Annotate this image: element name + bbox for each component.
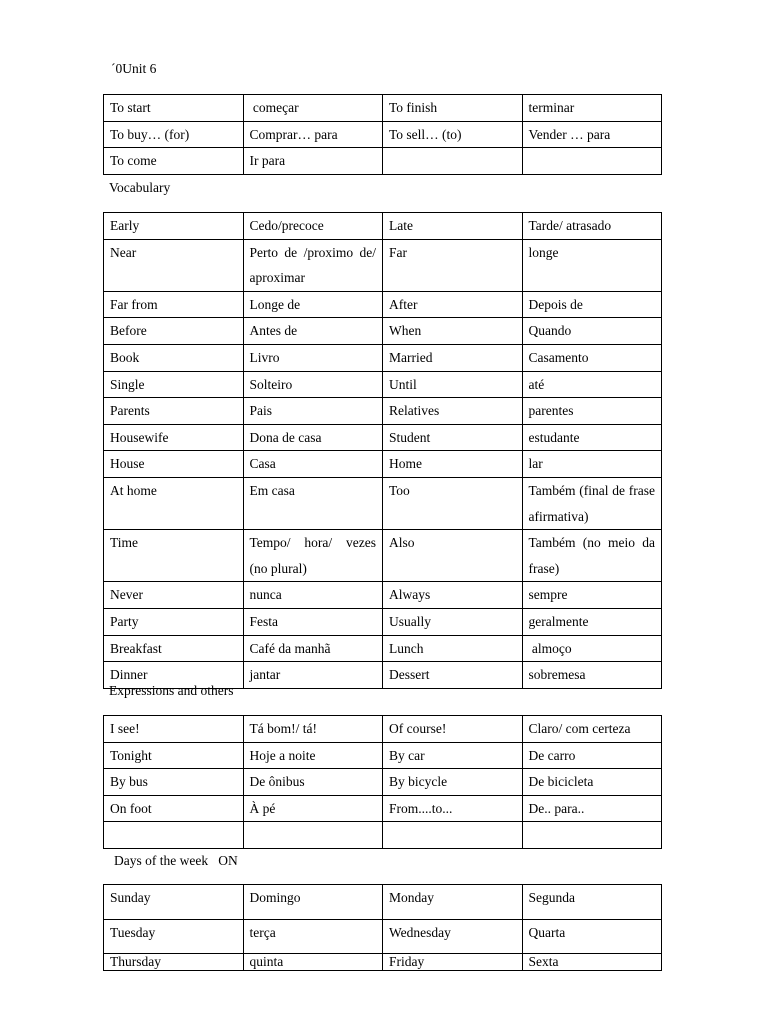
table-cell: To start (104, 95, 244, 122)
table-cell: começar (243, 95, 383, 122)
table-cell: Domingo (243, 885, 383, 920)
table-cell (522, 822, 662, 849)
table-cell: De bicicleta (522, 769, 662, 796)
table-row (104, 716, 662, 743)
table-cell: nunca (243, 582, 383, 609)
table-row (104, 477, 662, 529)
table-cell: Home (383, 451, 523, 478)
table-cell: Party (104, 608, 244, 635)
table-cell: Antes de (243, 318, 383, 345)
table-cell: Claro/ com certeza (522, 716, 662, 743)
table-cell: Café da manhã (243, 635, 383, 662)
table-row (104, 451, 662, 478)
table-cell: Quarta (522, 920, 662, 954)
table-cell: De carro (522, 742, 662, 769)
table-cell: Near (104, 239, 244, 291)
vocabulary-heading: Vocabulary (109, 180, 171, 195)
table-cell: geralmente (522, 608, 662, 635)
table-cell: Before (104, 318, 244, 345)
table-cell: Tonight (104, 742, 244, 769)
table-cell: De.. para.. (522, 795, 662, 822)
table-cell: Ir para (243, 148, 383, 175)
table-cell: From....to... (383, 795, 523, 822)
table-cell: sempre (522, 582, 662, 609)
table-row (104, 608, 662, 635)
table-row (104, 148, 662, 175)
table-row (104, 530, 662, 582)
table-row (104, 318, 662, 345)
table-cell: Também (no meio da frase) (522, 530, 662, 582)
table-cell: Tempo/ hora/ vezes (no plural) (243, 530, 383, 582)
table-row (104, 398, 662, 425)
table-cell: lar (522, 451, 662, 478)
table-cell: Festa (243, 608, 383, 635)
table-cell: Married (383, 344, 523, 371)
table-cell: Casamento (522, 344, 662, 371)
table-cell: Book (104, 344, 244, 371)
table-cell: By bicycle (383, 769, 523, 796)
table-cell: Friday (383, 954, 523, 971)
table-cell: almoço (522, 635, 662, 662)
table-cell: When (383, 318, 523, 345)
table-cell: Hoje a noite (243, 742, 383, 769)
table-cell: Single (104, 371, 244, 398)
table-cell: At home (104, 477, 244, 529)
table-cell: Early (104, 213, 244, 240)
table-cell: Thursday (104, 954, 244, 971)
table-cell (104, 822, 244, 849)
table-cell: Em casa (243, 477, 383, 529)
table-cell: To come (104, 148, 244, 175)
table-cell (383, 148, 523, 175)
table-cell: Tuesday (104, 920, 244, 954)
table-cell: Lunch (383, 635, 523, 662)
table-cell: Late (383, 213, 523, 240)
table-cell: Sunday (104, 885, 244, 920)
table-cell: Perto de /proximo de/ aproximar (243, 239, 383, 291)
table-cell: Comprar… para (243, 121, 383, 148)
table-row (104, 95, 662, 122)
table-cell: até (522, 371, 662, 398)
table-cell: Also (383, 530, 523, 582)
table-cell (522, 148, 662, 175)
table-cell: Until (383, 371, 523, 398)
table-row (104, 635, 662, 662)
table-row (104, 371, 662, 398)
table-cell: Dessert (383, 662, 523, 689)
table-cell: Housewife (104, 424, 244, 451)
days-heading: Days of the week ON (114, 853, 238, 868)
table-cell: Pais (243, 398, 383, 425)
table-cell: To sell… (to) (383, 121, 523, 148)
table-cell: Wednesday (383, 920, 523, 954)
table-cell: Relatives (383, 398, 523, 425)
table-row (104, 239, 662, 291)
table-cell: Far (383, 239, 523, 291)
table-cell: parentes (522, 398, 662, 425)
table-cell: House (104, 451, 244, 478)
table-cell: I see! (104, 716, 244, 743)
table-cell: Time (104, 530, 244, 582)
table-cell: Far from (104, 291, 244, 318)
table-cell: Too (383, 477, 523, 529)
table-cell: De ônibus (243, 769, 383, 796)
table-cell: Solteiro (243, 371, 383, 398)
table-row (104, 213, 662, 240)
table-row (104, 920, 662, 954)
table-row (104, 954, 662, 971)
table-row (104, 885, 662, 920)
table-cell: Depois de (522, 291, 662, 318)
table-row (104, 291, 662, 318)
table-row (104, 769, 662, 796)
table-cell: Livro (243, 344, 383, 371)
table-cell (383, 822, 523, 849)
table-cell: Tarde/ atrasado (522, 213, 662, 240)
table-cell: Monday (383, 885, 523, 920)
table-cell: By car (383, 742, 523, 769)
table-row (104, 822, 662, 849)
table-cell: longe (522, 239, 662, 291)
table-cell: terminar (522, 95, 662, 122)
table-row (104, 742, 662, 769)
table-cell: Sexta (522, 954, 662, 971)
days-table (103, 884, 662, 971)
table-cell: estudante (522, 424, 662, 451)
table-cell: To buy… (for) (104, 121, 244, 148)
table-cell: Longe de (243, 291, 383, 318)
table-cell: Dona de casa (243, 424, 383, 451)
table-cell: Of course! (383, 716, 523, 743)
table-cell: To finish (383, 95, 523, 122)
table-row (104, 344, 662, 371)
table-cell: On foot (104, 795, 244, 822)
unit-title: ´0Unit 6 (111, 61, 157, 76)
table-row (104, 582, 662, 609)
table-row (104, 424, 662, 451)
table-cell: Segunda (522, 885, 662, 920)
table-cell: sobremesa (522, 662, 662, 689)
table-row (104, 121, 662, 148)
table-cell: Student (383, 424, 523, 451)
table-row (104, 795, 662, 822)
table-cell (243, 822, 383, 849)
table-cell: Vender … para (522, 121, 662, 148)
table-cell: Breakfast (104, 635, 244, 662)
table-cell: Always (383, 582, 523, 609)
table-cell: Casa (243, 451, 383, 478)
table-cell: Never (104, 582, 244, 609)
expressions-heading: Expressions and others (109, 683, 234, 698)
table-cell: quinta (243, 954, 383, 971)
table-cell: À pé (243, 795, 383, 822)
table-cell: Dinner (104, 662, 244, 689)
table-cell: terça (243, 920, 383, 954)
table-cell: Quando (522, 318, 662, 345)
table-cell: Cedo/precoce (243, 213, 383, 240)
vocabulary-table (103, 212, 662, 689)
table-cell: Usually (383, 608, 523, 635)
table-cell: After (383, 291, 523, 318)
verbs-table (103, 94, 662, 175)
table-cell: Tá bom!/ tá! (243, 716, 383, 743)
table-cell: jantar (243, 662, 383, 689)
table-cell: By bus (104, 769, 244, 796)
table-cell: Também (final de frase afirmativa) (522, 477, 662, 529)
table-cell: Parents (104, 398, 244, 425)
expressions-table (103, 715, 662, 849)
